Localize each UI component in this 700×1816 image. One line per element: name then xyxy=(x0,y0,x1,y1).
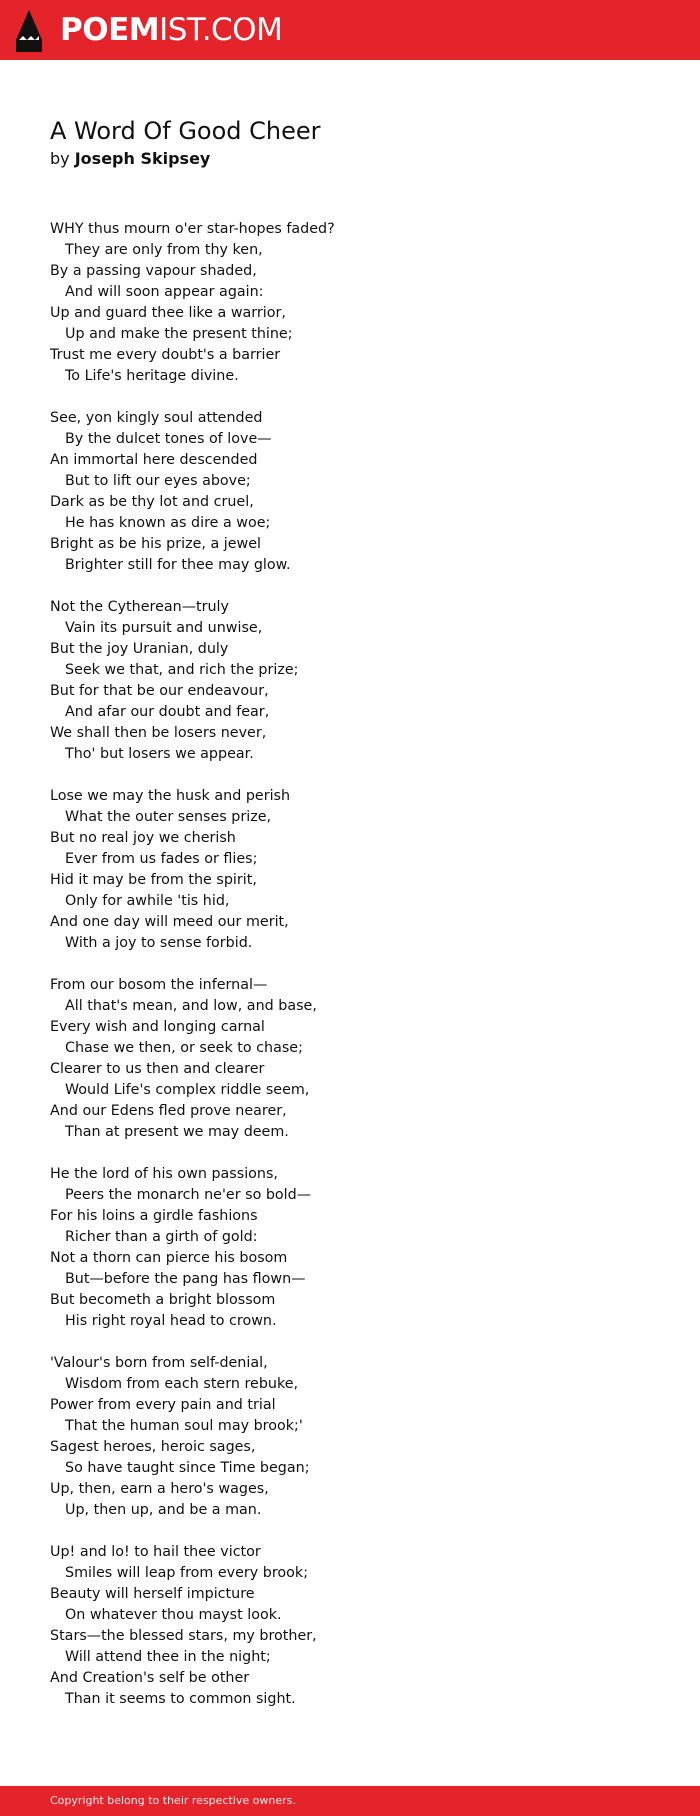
poem-line: And will soon appear again: xyxy=(65,284,264,300)
pencil-tip-icon xyxy=(16,10,42,52)
poem-line: With a joy to sense forbid. xyxy=(65,935,253,951)
poem-line: WHY thus mourn o'er star-hopes faded? xyxy=(50,221,335,237)
poem-line: Would Life's complex riddle seem, xyxy=(65,1082,310,1098)
poem-line: Only for awhile 'tis hid, xyxy=(65,893,230,909)
poem-line: Trust me every doubt's a barrier xyxy=(50,347,281,363)
poem-line: Sagest heroes, heroic sages, xyxy=(50,1439,256,1455)
stanza xyxy=(50,219,650,387)
poem-line: They are only from thy ken, xyxy=(65,242,263,258)
poem-line: Up, then up, and be a man. xyxy=(65,1502,262,1518)
poem-line: Not a thorn can pierce his bosom xyxy=(50,1250,288,1266)
poem-line: But—before the pang has flown— xyxy=(65,1271,306,1287)
poem-line: Hid it may be from the spirit, xyxy=(50,872,257,888)
copyright-notice: Copyright belong to their respective owners. xyxy=(50,1794,296,1807)
poem-line: Will attend thee in the night; xyxy=(65,1649,271,1665)
poem-line: But becometh a bright blossom xyxy=(50,1292,276,1308)
site-footer xyxy=(0,1786,700,1816)
poem-line: And our Edens fled prove nearer, xyxy=(50,1103,287,1119)
poem-line: Ever from us fades or flies; xyxy=(65,851,258,867)
poem-line: That the human soul may brook;' xyxy=(65,1418,303,1434)
poem-line: Richer than a girth of gold: xyxy=(65,1229,258,1245)
poem-line: What the outer senses prize, xyxy=(65,809,272,825)
poem-line: So have taught since Time began; xyxy=(65,1460,310,1476)
poem-line: Brighter still for thee may glow. xyxy=(65,557,291,573)
stanza xyxy=(50,786,650,954)
poem-line: Seek we that, and rich the prize; xyxy=(65,662,299,678)
poem-heading xyxy=(50,113,650,169)
poem-line: He has known as dire a woe; xyxy=(65,515,271,531)
poem-line: Chase we then, or seek to chase; xyxy=(65,1040,303,1056)
logo-wordmark-light: IST.COM xyxy=(159,12,283,48)
poem-line: We shall then be losers never, xyxy=(50,725,267,741)
poem-line: Clearer to us then and clearer xyxy=(50,1061,265,1077)
stanza xyxy=(50,1353,650,1521)
poem-line: Every wish and longing carnal xyxy=(50,1019,265,1035)
poem-line: Dark as be thy lot and cruel, xyxy=(50,494,254,510)
poem-line: Up and guard thee like a warrior, xyxy=(50,305,286,321)
poem-line: Up and make the present thine; xyxy=(65,326,293,342)
poem-line: Lose we may the husk and perish xyxy=(50,788,291,804)
poem-line: Power from every pain and trial xyxy=(50,1397,276,1413)
poem-line: By a passing vapour shaded, xyxy=(50,263,257,279)
poem-author: Joseph Skipsey xyxy=(74,149,211,168)
poem-line: On whatever thou mayst look. xyxy=(65,1607,282,1623)
stanza xyxy=(50,1164,650,1332)
poem-line: Than at present we may deem. xyxy=(65,1124,289,1140)
poem-line: Up, then, earn a hero's wages, xyxy=(50,1481,269,1497)
poem-line: But no real joy we cherish xyxy=(50,830,236,846)
poem-line: But the joy Uranian, duly xyxy=(50,641,229,657)
poem-body xyxy=(50,219,650,1731)
poem-line: All that's mean, and low, and base, xyxy=(65,998,317,1014)
stanza xyxy=(50,1542,650,1710)
stanza xyxy=(50,597,650,765)
site-header xyxy=(0,0,700,60)
poem-byline xyxy=(50,149,650,169)
poem-line: Up! and lo! to hail thee victor xyxy=(50,1544,261,1560)
poem-line: Bright as be his prize, a jewel xyxy=(50,536,261,552)
poem-line: Smiles will leap from every brook; xyxy=(65,1565,309,1581)
stanza xyxy=(50,975,650,1143)
poem-line: Tho' but losers we appear. xyxy=(65,746,254,762)
poem-line: To Life's heritage divine. xyxy=(65,368,239,384)
stanza xyxy=(50,408,650,576)
poem-line: From our bosom the infernal— xyxy=(50,977,268,993)
poem-line: Stars—the blessed stars, my brother, xyxy=(50,1628,317,1644)
poem-line: Vain its pursuit and unwise, xyxy=(65,620,263,636)
poem-line: But for that be our endeavour, xyxy=(50,683,269,699)
poem-line: For his loins a girdle fashions xyxy=(50,1208,258,1224)
logo-wordmark xyxy=(60,12,282,48)
poem-line: And one day will meed our merit, xyxy=(50,914,289,930)
poem-line: 'Valour's born from self-denial, xyxy=(50,1355,268,1371)
poem-line: And afar our doubt and fear, xyxy=(65,704,270,720)
poem-line: His right royal head to crown. xyxy=(65,1313,277,1329)
poem-line: Wisdom from each stern rebuke, xyxy=(65,1376,299,1392)
poem-line: By the dulcet tones of love— xyxy=(65,431,272,447)
poem-line: But to lift our eyes above; xyxy=(65,473,251,489)
poem-line: Beauty will herself impicture xyxy=(50,1586,255,1602)
poem-line: And Creation's self be other xyxy=(50,1670,250,1686)
poem-line: Not the Cytherean—truly xyxy=(50,599,229,615)
poem-line: Than it seems to common sight. xyxy=(65,1691,296,1707)
poem-line: He the lord of his own passions, xyxy=(50,1166,278,1182)
logo-wordmark-bold: POEM xyxy=(60,12,160,48)
poem-title: A Word Of Good Cheer xyxy=(50,117,321,145)
poem-line: See, yon kingly soul attended xyxy=(50,410,263,426)
poem-line: An immortal here descended xyxy=(50,452,258,468)
poem-line: Peers the monarch ne'er so bold— xyxy=(65,1187,312,1203)
byline-prefix: by xyxy=(50,149,70,168)
